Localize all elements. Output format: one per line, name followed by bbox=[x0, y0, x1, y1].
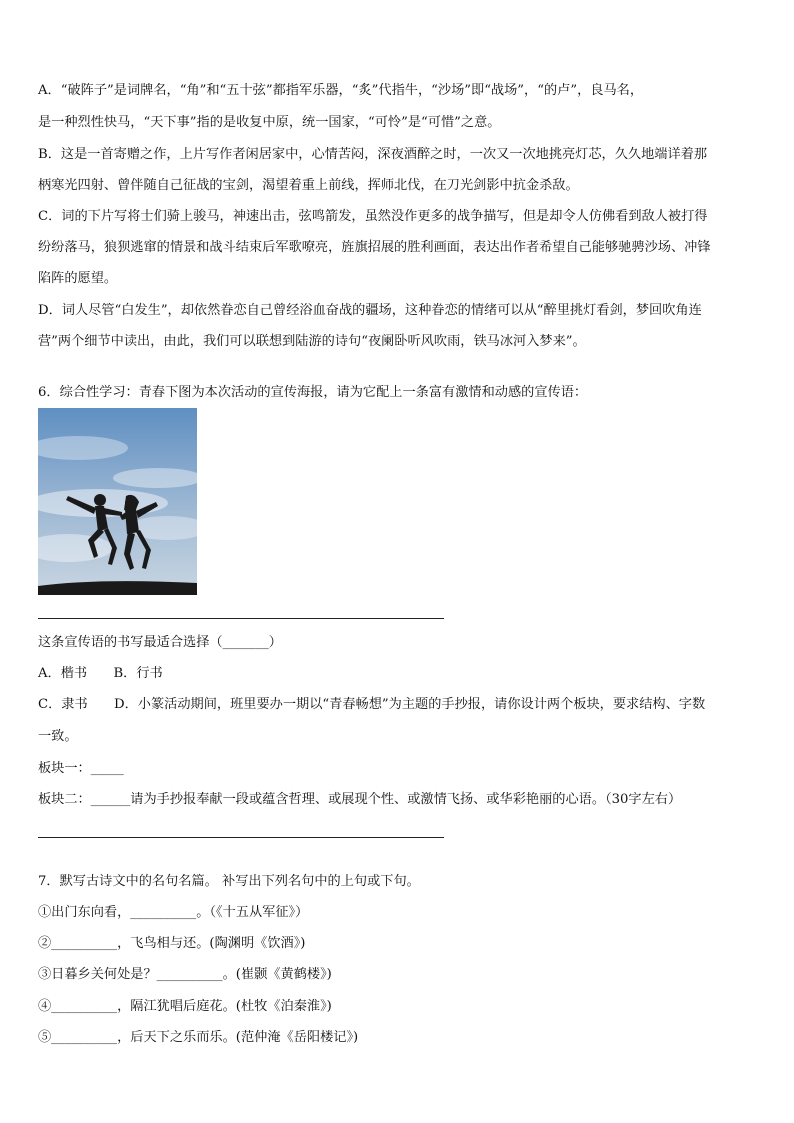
answer-line-2 bbox=[38, 837, 444, 838]
q5-option-c-line2: 纷纷落马，狼狈逃窜的情景和战斗结束后军歌嘹亮，旌旗招展的胜利画面，表达出作者希望自己能够驰骋沙场、冲锋 bbox=[38, 240, 711, 255]
q6-sub-question: 这条宣传语的书写最适合选择（_______） bbox=[38, 635, 282, 650]
q5-option-c-line3: 陷阵的愿望。 bbox=[38, 271, 118, 286]
q5-option-c-line1: C．词的下片写将士们骑上骏马，神速出击，弦鸣箭发，虽然没作更多的战争描写，但是却令人仿佛看到敌人被打得 bbox=[38, 209, 708, 224]
q7-item-1: ①出门东向看，__________。（《十五从军征》） bbox=[38, 905, 309, 920]
q6-option-c-and-d-line1: C．隶书 D．小篆活动期间，班里要办一期以“青春畅想”为主题的手抄报，请你设计两个板块，要求结构、字数 bbox=[38, 697, 706, 712]
q7-item-4: ④__________，隔江犹唱后庭花。(杜牧《泊秦淮》) bbox=[38, 999, 332, 1014]
q5-option-b-line2: 柄寒光四射、曾伴随自己征战的宝剑，渴望着重上前线，挥师北伐，在刀光剑影中抗金杀敌。 bbox=[38, 178, 579, 193]
q7-stem: 7．默写古诗文中的名句名篇。 补写出下列名句中的上句或下句。 bbox=[38, 874, 420, 889]
q6-stem: 6．综合性学习：青春下图为本次活动的宣传海报，请为它配上一条富有激情和动感的宣传语： bbox=[38, 385, 588, 400]
q5-option-a-line2: 是一种烈性快马，“天下事”指的是收复中原，统一国家，“可怜”是“可惜”之意。 bbox=[38, 115, 501, 130]
q6-option-d-line2: 一致。 bbox=[38, 729, 78, 744]
q5-option-b-line1: B．这是一首寄赠之作，上片写作者闲居家中，心情苦闷，深夜酒醉之时，一次又一次地挑亮灯芯，久久地端详着那 bbox=[38, 147, 708, 162]
q6-block-two: 板块二：______请为手抄报奉献一段或蕴含哲理、或展现个性、或激情飞扬、或华彩艳丽的心语。（30字左右） bbox=[38, 792, 682, 807]
q6-options-ab: A．楷书 B．行书 bbox=[38, 666, 163, 681]
q5-option-d-line1: D．词人尽管“白发生”，却依然眷恋自己曾经浴血奋战的疆场，这种眷恋的情绪可以从“醉里挑灯看剑，梦回吹角连 bbox=[38, 303, 702, 318]
poster-photo bbox=[38, 408, 197, 595]
answer-line-1 bbox=[38, 618, 444, 619]
q5-option-d-line2: 营”两个细节中读出，由此，我们可以联想到陆游的诗句“夜阑卧听风吹雨，铁马冰河入梦来”。 bbox=[38, 334, 586, 349]
q7-item-2: ②__________，飞鸟相与还。(陶渊明《饮酒》) bbox=[38, 936, 306, 951]
q7-item-3: ③日暮乡关何处是？__________。(崔颢《黄鹤楼》) bbox=[38, 967, 332, 982]
q7-item-5: ⑤__________，后天下之乐而乐。(范仲淹《岳阳楼记》) bbox=[38, 1030, 359, 1045]
q5-option-a-line1: A．“破阵子”是词牌名，“角”和“五十弦”都指军乐器，“炙”代指牛，“沙场”即“战场”，“的卢”，良马名， bbox=[38, 83, 644, 98]
q6-block-one: 板块一：_____ bbox=[38, 761, 124, 776]
